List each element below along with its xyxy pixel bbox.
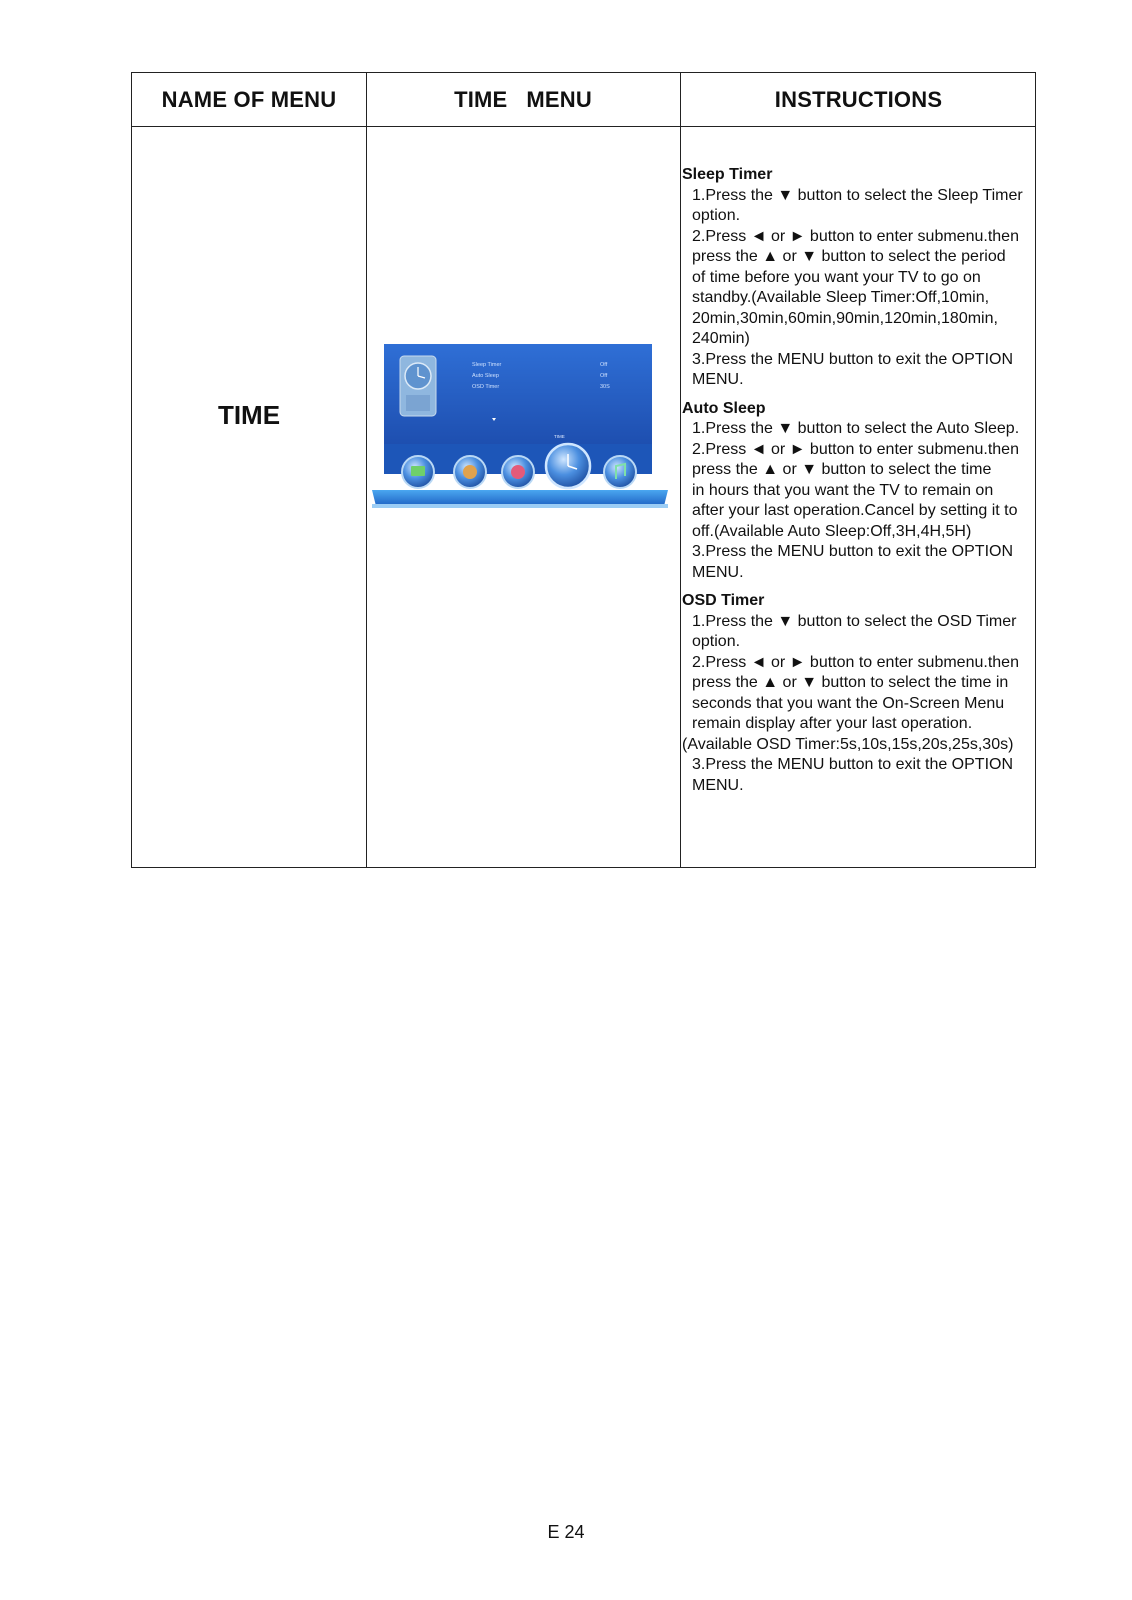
header-name-of-menu: NAME OF MENU (161, 86, 337, 112)
instruction-line: 3.Press the MENU button to exit the OPTION (692, 350, 1014, 368)
instruction-line: 3.Press the MENU button to exit the OPTION (692, 756, 1014, 773)
header-time-menu: TIME MENU (454, 86, 592, 112)
section-sleep-timer (682, 165, 1042, 391)
column-divider (680, 73, 681, 867)
instruction-line: after your last operation.Cancel by setting it to (692, 502, 1018, 519)
instruction-line: 1.Press the ▼ button to select the OSD Timer (692, 612, 1017, 630)
instruction-line: press the ▲ or ▼ button to select the period (692, 248, 1006, 265)
tv-menu-item-value: Off (600, 362, 608, 368)
tv-menu-selected-tab: TIME (554, 434, 565, 439)
page-number: E 24 (547, 1522, 585, 1542)
instruction-line: 2.Press ◄ or ► button to enter submenu.then (692, 227, 1019, 245)
tv-menu-item-label: Sleep Timer (472, 362, 502, 368)
instruction-line: standby.(Available Sleep Timer:Off,10min, (692, 289, 990, 306)
instruction-line: press the ▲ or ▼ button to select the time (692, 461, 992, 478)
section-title: OSD Timer (682, 592, 765, 609)
instruction-line: 1.Press the ▼ button to select the Auto Sleep. (692, 420, 1020, 437)
instruction-line: in hours that you want the TV to remain on (692, 481, 994, 499)
instruction-line: 2.Press ◄ or ► button to enter submenu.then (692, 440, 1019, 458)
setup-icon (502, 456, 534, 488)
tv-menu-item-label: OSD Timer (472, 384, 500, 390)
instruction-line: off.(Available Auto Sleep:Off,3H,4H,5H) (692, 522, 972, 540)
time-icon (546, 444, 590, 488)
section-osd-timer (682, 591, 1042, 796)
header-divider (132, 126, 1035, 127)
tv-menu-item-value: Off (600, 373, 608, 379)
picture-icon (402, 456, 434, 488)
tv-menu-item-label: Auto Sleep (472, 373, 499, 379)
media-icon (604, 456, 636, 488)
instructions-column (682, 165, 1042, 804)
menu-name: TIME (217, 400, 281, 430)
column-divider (366, 73, 367, 867)
instruction-line: 1.Press the ▼ button to select the Sleep Timer (692, 186, 1023, 204)
instruction-line: MENU. (692, 371, 744, 388)
instruction-line: 240min) (692, 330, 750, 347)
instruction-line: 2.Press ◄ or ► button to enter submenu.then (692, 653, 1019, 671)
instruction-line: remain display after your last operation. (692, 715, 973, 732)
section-auto-sleep (682, 399, 1042, 584)
menu-table (131, 72, 1036, 868)
instruction-line: 3.Press the MENU button to exit the OPTION (692, 543, 1014, 560)
instruction-line: option. (692, 633, 741, 650)
instruction-line: 20min,30min,60min,90min,120min,180min, (692, 309, 998, 327)
section-title: Sleep Timer (682, 166, 773, 183)
sound-icon (454, 456, 486, 488)
instruction-line: of time before you want your TV to go on (692, 268, 981, 286)
header-instructions: INSTRUCTIONS (774, 86, 943, 112)
tv-menu-image (368, 340, 672, 518)
instruction-line: option. (692, 207, 741, 224)
instruction-line: MENU. (692, 776, 744, 794)
instruction-line: MENU. (692, 563, 744, 581)
section-title: Auto Sleep (682, 399, 766, 417)
instruction-line: seconds that you want the On-Screen Menu (692, 694, 1005, 712)
instruction-line: press the ▲ or ▼ button to select the time in (692, 674, 1009, 691)
instruction-line: (Available OSD Timer:5s,10s,15s,20s,25s,30s) (682, 735, 1014, 753)
tv-menu-item-value: 30S (600, 384, 610, 390)
